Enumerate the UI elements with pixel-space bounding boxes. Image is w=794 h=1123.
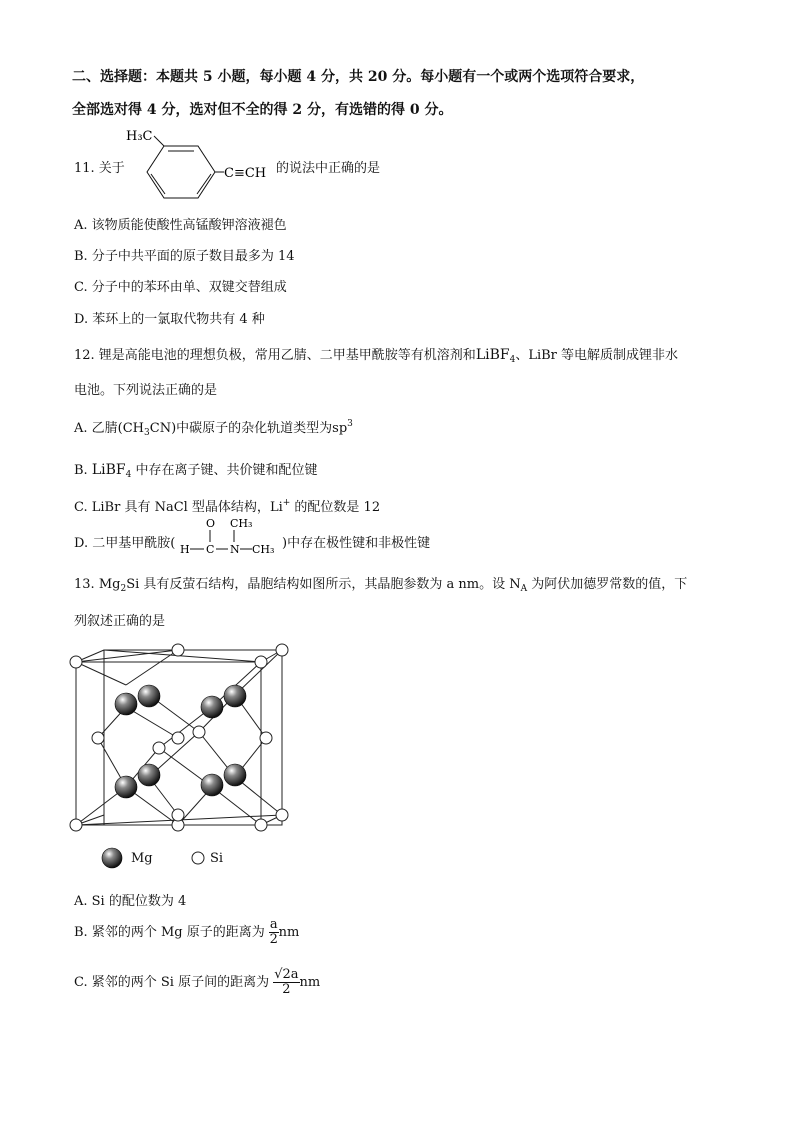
q11-option-c: C. 分子中的苯环由单、双键交替组成 <box>74 280 287 295</box>
q12-option-a: A. 乙腈$(CH_3CN)$中碳原子的杂化轨道类型为$sp^3$ <box>74 419 353 438</box>
section-header-line2: 全部选对得 4 分，选对但不全的得 2 分，有选错的得 0 分。 <box>72 102 453 118</box>
q11-methyl-bond <box>154 136 164 146</box>
q12-stem-line2: 电池。下列说法正确的是 <box>74 383 218 398</box>
dmf-structure <box>174 514 284 560</box>
crystal-cell-diagram <box>68 640 298 880</box>
dmf-h-label: H <box>180 543 190 556</box>
q11-option-d: D. 苯环上的一氯取代物共有 4 种 <box>74 312 265 327</box>
section-header-line1: 二、选择题：本题共 5 小题，每小题 4 分，共 20 分。每小题有一个或两个选项符合要求， <box>72 69 645 85</box>
q13-stem-line2: 列叙述正确的是 <box>74 614 166 629</box>
dmf-n-label: N <box>230 543 240 556</box>
q11-benzene-ring <box>147 146 215 198</box>
dmf-c-label: C <box>206 543 215 556</box>
dmf-ch3-top-label: CH₃ <box>230 517 253 530</box>
q13-option-a: A. Si 的配位数为 4 <box>74 894 187 909</box>
q12-option-d-prefix: D. 二甲基甲酰胺( <box>74 536 176 551</box>
q13-stem-line1: 13. $Mg_2Si$ 具有反萤石结构，晶胞结构如图所示，其晶胞参数为 a nm。设 $N_A$ 为阿伏加德罗常数的值，下 <box>74 577 688 594</box>
legend-mg-icon <box>100 846 124 870</box>
q13-option-b: B. 紧邻的两个 Mg 原子的距离为 $\frac{a}{2}$ nm <box>74 917 300 947</box>
dmf-o-label: O <box>206 517 216 530</box>
q12-option-d-suffix: )中存在极性键和非极性键 <box>282 536 431 551</box>
q12-stem-line1: 12. 锂是高能电池的理想负极，常用乙腈、二甲基甲酰胺等有机溶剂和LiBF$_4$、LiBr 等电解质制成锂非水 <box>74 347 679 365</box>
q12-option-b: B. LiBF$_4$ 中存在离子键、共价键和配位键 <box>74 462 318 480</box>
legend-si-icon <box>190 850 206 866</box>
dmf-ch3-right-label: CH₃ <box>252 543 275 556</box>
si-atoms <box>70 644 288 831</box>
q11-option-b: B. 分子中共平面的原子数目最多为 14 <box>74 249 295 264</box>
legend-si-label: Si <box>210 851 224 866</box>
q11-prefix: 11. 关于 <box>74 161 125 176</box>
q11-option-a: A. 该物质能使酸性高锰酸钾溶液褪色 <box>74 218 287 233</box>
q13-option-c: C. 紧邻的两个 Si 原子间的距离为 $\frac{√2a}{2}$ nm <box>74 967 321 997</box>
q11-suffix: 的说法中正确的是 <box>276 161 381 176</box>
q11-h3c-label: H₃C <box>126 129 153 144</box>
q11-alkyne-label: C≡CH <box>224 166 267 181</box>
q11-structure <box>118 124 278 206</box>
legend-mg-label: Mg <box>131 851 153 866</box>
q12-option-c: C. LiBr 具有 NaCl 型晶体结构，Li+ 的配位数是 12 <box>74 498 381 515</box>
